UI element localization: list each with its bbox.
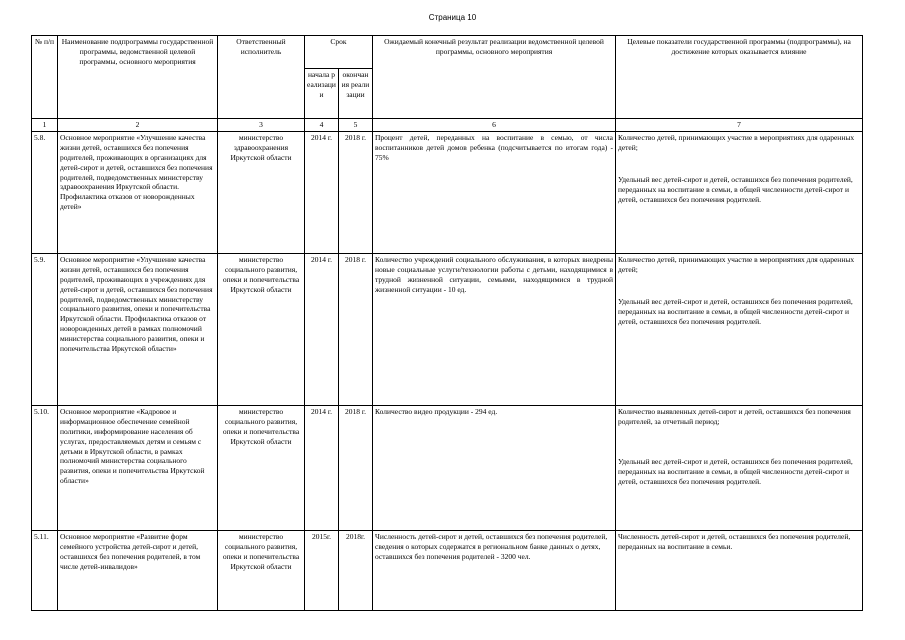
indicator-2: Удельный вес детей-сирот и детей, оставшихся без попечения родителей, переданных на воспитание в семьи, в общей численности детей-сирот и детей, оставшихся без попечения родителей. — [618, 296, 853, 326]
header-start: начала реализации — [305, 69, 339, 119]
row-start: 2014 г. — [305, 253, 339, 405]
program-table — [31, 35, 863, 611]
row-name: Основное мероприятие «Развитие форм семейного устройства детей-сирот и детей, оставшихся без попечения родителей, в том числе детей-инвалидов» — [58, 530, 218, 610]
row-indicators — [616, 253, 863, 405]
indicator-1: Количество детей, принимающих участие в мероприятиях для одаренных детей; — [618, 254, 855, 274]
column-number-row — [32, 119, 863, 132]
row-result: Процент детей, переданных на воспитание в семью, от числа воспитанников детей домов ребенка (подсчитывается по итогам года) - 75% — [373, 131, 616, 253]
row-name: Основное мероприятие «Улучшение качества жизни детей, оставшихся без попечения родителей, проживающих в учреждениях для детей-сирот и детей, оставшихся без попечения родителей, подведомственных министерству социального развития, опеки и попечительства Иркутской области. Профилактика отказов от новорожденных детей в рамках полномочий министерства социального развития, опеки и попечительства Иркутской области» — [58, 253, 218, 405]
row-result: Количество видео продукции - 294 ед. — [373, 405, 616, 530]
col-number: 5 — [339, 119, 373, 132]
row-end: 2018г. — [339, 530, 373, 610]
row-start: 2015г. — [305, 530, 339, 610]
row-indicators — [616, 131, 863, 253]
row-number: 5.8. — [32, 131, 58, 253]
page-label: Страница 10 — [428, 13, 477, 22]
indicator-2: Удельный вес детей-сирот и детей, оставшихся без попечения родителей, переданных на воспитание в семьи, в общей численности детей-сирот и детей, оставшихся без попечения родителей. — [618, 456, 853, 486]
header-num: № п/п — [32, 36, 58, 119]
table-row — [32, 530, 863, 610]
row-executor: министерство здравоохранения Иркутской области — [218, 131, 305, 253]
table-row — [32, 131, 863, 253]
row-indicators — [616, 530, 863, 610]
row-result: Численность детей-сирот и детей, оставшихся без попечения родителей, сведения о которых содержатся в региональном банке данных о детях, оставшихся без попечения родителей - 3200 чел. — [373, 530, 616, 610]
col-number: 1 — [32, 119, 58, 132]
row-number: 5.10. — [32, 405, 58, 530]
header-name: Наименование подпрограммы государственной программы, ведомственной целевой программы, основного мероприятия — [58, 36, 218, 119]
row-number: 5.9. — [32, 253, 58, 405]
row-name: Основное мероприятие «Кадровое и информационное обеспечение семейной политики, информирование населения об услугах, предоставляемых детям и семьям с детьми в Иркутской области, в рамках полномочий министерства социального развития, опеки и попечительства Иркутской области» — [58, 405, 218, 530]
row-executor: министерство социального развития, опеки и попечительства Иркутской области — [218, 530, 305, 610]
table-row — [32, 405, 863, 530]
row-result: Количество учреждений социального обслуживания, в которых внедрены новые социальные услуги/технологии работы с детьми, находящимися в трудной жизненной ситуации, семьями, находящимися в трудной жизненной ситуации - 10 ед. — [373, 253, 616, 405]
row-executor: министерство социального развития, опеки и попечительства Иркутской области — [218, 405, 305, 530]
header-term: Срок — [305, 36, 373, 69]
indicator-1: Количество выявленных детей-сирот и детей, оставшихся без попечения родителей, за отчетный период; — [618, 406, 851, 426]
row-indicators — [616, 405, 863, 530]
col-number: 7 — [616, 119, 863, 132]
col-number: 6 — [373, 119, 616, 132]
row-name: Основное мероприятие «Улучшение качества жизни детей, оставшихся без попечения родителей, проживающих в организациях для детей-сирот и детей, оставшихся без попечения родителей, подведомственных министерству здравоохранения Иркутской области. Профилактика отказов от новорожденных детей» — [58, 131, 218, 253]
indicator-1: Численность детей-сирот и детей, оставшихся без попечения родителей, переданных на воспитание в семьи. — [618, 531, 851, 551]
row-end: 2018 г. — [339, 131, 373, 253]
header-result: Ожидаемый конечный результат реализации ведомственной целевой программы, основного мероприятия — [373, 36, 616, 119]
header-row — [32, 36, 863, 69]
indicator-2: Удельный вес детей-сирот и детей, оставшихся без попечения родителей, переданных на воспитание в семьи, в общей численности детей-сирот и детей, оставшихся без попечения родителей. — [618, 174, 853, 204]
row-executor: министерство социального развития, опеки и попечительства Иркутской области — [218, 253, 305, 405]
row-start: 2014 г. — [305, 131, 339, 253]
table-row — [32, 253, 863, 405]
row-number: 5.11. — [32, 530, 58, 610]
header-indicators: Целевые показатели государственной программы (подпрограммы), на достижение которых оказывается влияние — [616, 36, 863, 119]
row-start: 2014 г. — [305, 405, 339, 530]
col-number: 2 — [58, 119, 218, 132]
header-executor: Ответственный исполнитель — [218, 36, 305, 119]
row-end: 2018 г. — [339, 405, 373, 530]
row-end: 2018 г. — [339, 253, 373, 405]
indicator-1: Количество детей, принимающих участие в мероприятиях для одаренных детей; — [618, 132, 855, 152]
col-number: 3 — [218, 119, 305, 132]
col-number: 4 — [305, 119, 339, 132]
header-end: окончания реализации — [339, 69, 373, 119]
